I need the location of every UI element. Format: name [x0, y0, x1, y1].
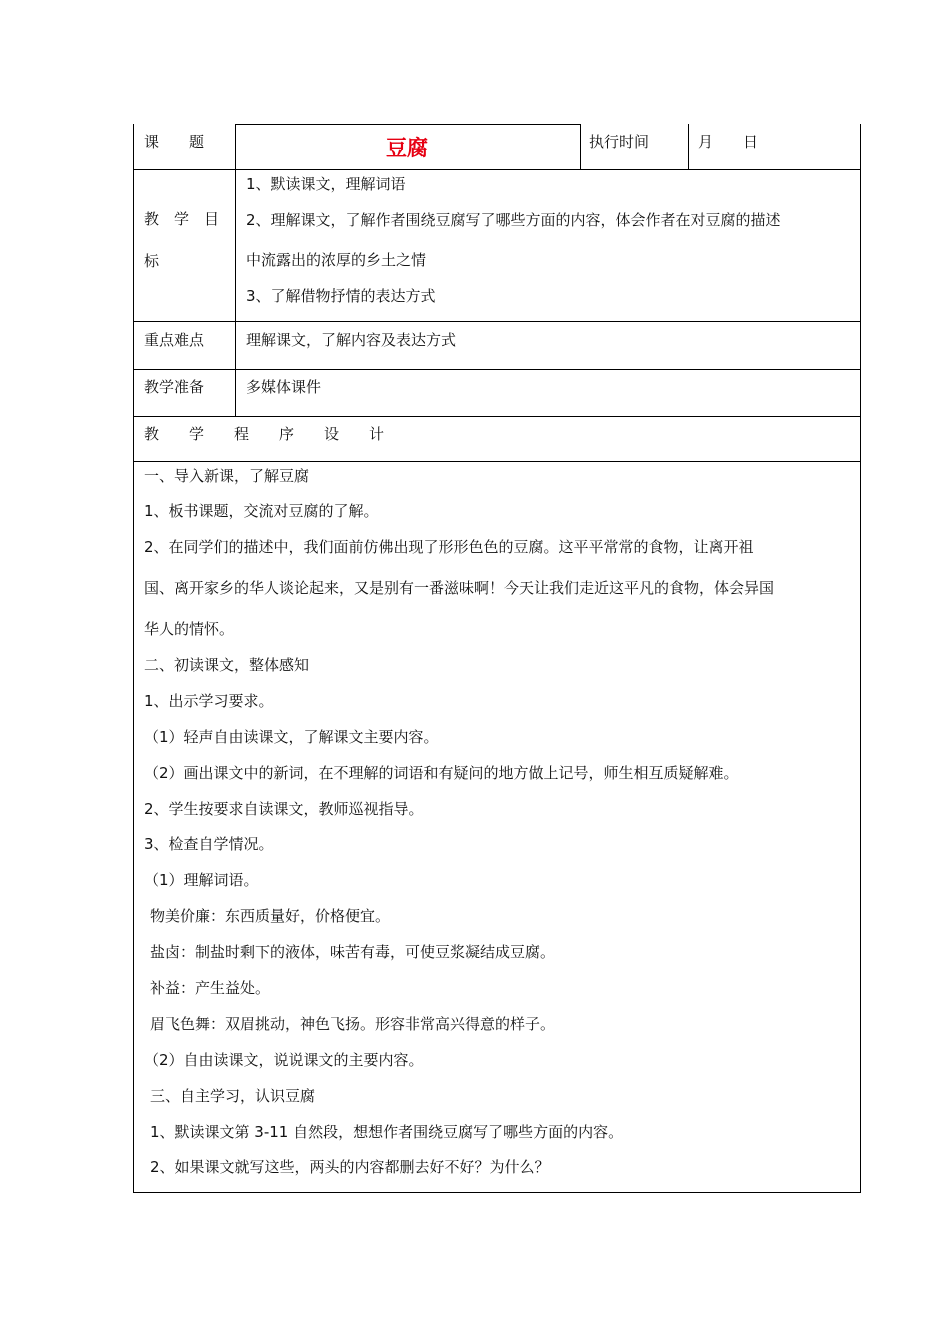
row-line-4	[133, 416, 861, 417]
row-line-3	[133, 369, 861, 370]
body-line: 1、板书课题，交流对豆腐的了解。	[144, 502, 379, 520]
body-line: 2、如果课文就写这些，两头的内容都删去好不好？为什么？	[150, 1158, 550, 1176]
goal-item: 1、默读课文，理解词语	[246, 175, 406, 193]
title-col-left-line	[235, 124, 236, 170]
body-line: 2、在同学们的描述中，我们面前仿佛出现了形形色色的豆腐。这平平常常的食物，让离开祖	[144, 538, 754, 556]
key-points-label: 重点难点	[144, 331, 205, 349]
body-line: 华人的情怀。	[144, 620, 235, 638]
body-line: 2、学生按要求自读课文，教师巡视指导。	[144, 800, 424, 818]
date-text: 月 日	[698, 133, 759, 151]
body-line: 物美价廉：东西质量好，价格便宜。	[150, 907, 391, 925]
design-header: 教 学 程 序 设 计	[144, 425, 385, 443]
body-line: （1）理解词语。	[144, 871, 259, 889]
body-line: 1、默读课文第 3-11 自然段，想想作者围绕豆腐写了哪些方面的内容。	[150, 1123, 624, 1141]
body-line: 3、检查自学情况。	[144, 835, 274, 853]
row-line-5	[133, 461, 861, 462]
row-line-2	[133, 321, 861, 322]
title-col-right-line	[580, 124, 581, 170]
body-line: （1）轻声自由读课文，了解课文主要内容。	[144, 728, 439, 746]
exec-col-right-line	[688, 124, 689, 170]
table-bottom-line	[133, 1192, 861, 1193]
lesson-title: 豆腐	[386, 136, 428, 160]
body-line: 眉飞色舞：双眉挑动，神色飞扬。形容非常高兴得意的样子。	[150, 1015, 556, 1033]
body-line: 补益：产生益处。	[150, 979, 271, 997]
goals-label-line1: 教 学 目	[144, 210, 220, 228]
table-right-border	[860, 124, 861, 1193]
goal-item: 3、了解借物抒情的表达方式	[246, 287, 436, 305]
body-line: 一、导入新课，了解豆腐	[144, 467, 310, 485]
body-line: 盐卤：制盐时剩下的液体，味苦有毒，可使豆浆凝结成豆腐。	[150, 943, 556, 961]
exec-time-label: 执行时间	[589, 133, 650, 151]
label-col-line	[235, 169, 236, 417]
body-line: （2）自由读课文，说说课文的主要内容。	[144, 1051, 424, 1069]
subject-label: 课 题	[144, 133, 205, 151]
table-left-border	[133, 124, 134, 1193]
body-line: （2）画出课文中的新词，在不理解的词语和有疑问的地方做上记号，师生相互质疑解难。	[144, 764, 739, 782]
goal-item: 中流露出的浓厚的乡土之情	[246, 251, 427, 269]
body-line: 二、初读课文，整体感知	[144, 656, 310, 674]
preparation-text: 多媒体课件	[246, 378, 322, 396]
goal-item: 2、理解课文，了解作者围绕豆腐写了哪些方面的内容，体会作者在对豆腐的描述	[246, 211, 781, 229]
goals-label-line2: 标	[144, 252, 160, 270]
preparation-label: 教学准备	[144, 378, 205, 396]
row-line-1	[133, 169, 861, 170]
body-line: 国、离开家乡的华人谈论起来，又是别有一番滋味啊！今天让我们走近这平凡的食物，体会异国	[144, 579, 775, 597]
title-box-top-line	[235, 124, 581, 125]
body-line: 1、出示学习要求。	[144, 692, 274, 710]
key-points-text: 理解课文，了解内容及表达方式	[246, 331, 457, 349]
body-line: 三、自主学习，认识豆腐	[150, 1087, 316, 1105]
